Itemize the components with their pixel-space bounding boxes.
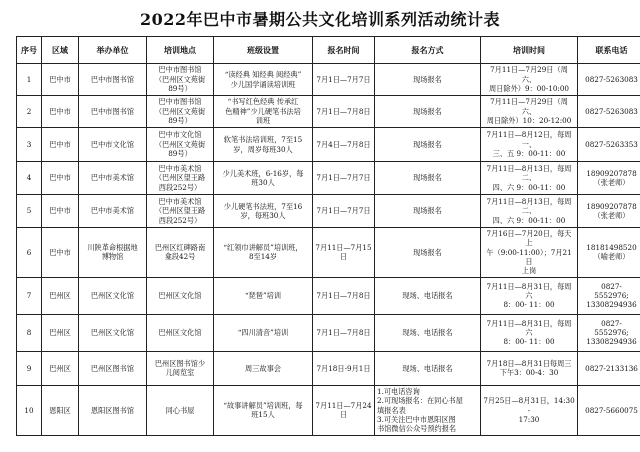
header-signup-time: 报名时间 — [313, 37, 375, 64]
cell-index: 10 — [17, 385, 42, 435]
cell-training-time: 7月11日—8月13日，每周二、 四、六 9：00-11：00 — [481, 162, 578, 195]
cell-class: 少儿硬笔书法班，7至16 岁，每班30人 — [214, 195, 313, 228]
cell-region: 巴中市 — [42, 162, 79, 195]
cell-index: 4 — [17, 162, 42, 195]
cell-training-time: 7月11日—8月13日，每周二、 四、六 9：00-11：00 — [481, 195, 578, 228]
cell-index: 3 — [17, 128, 42, 162]
header-organizer: 举办单位 — [79, 37, 147, 64]
cell-class: “书写红色经典 传承红 色精神”少儿硬笔书法培 训班 — [214, 96, 313, 128]
cell-phone: 18181498520 （喻老师） — [578, 228, 640, 278]
cell-training-time: 7月16日—7月20日，每天上 午（9:00-11:00）；7月21日 上岗 — [481, 228, 578, 278]
cell-region: 巴州区 — [42, 314, 79, 351]
header-region: 区域 — [42, 37, 79, 64]
cell-organizer: 巴中市美术馆 — [79, 162, 147, 195]
cell-class: “故事讲解员”培训班，每 班15人 — [214, 385, 313, 435]
cell-region: 巴中市 — [42, 228, 79, 278]
cell-signup-method: 现场报名 — [375, 162, 481, 195]
cell-signup-method: 1.可电话咨询 2.可现场报名：在同心书屋 填报名表 3.可关注巴中市恩阳区图 书馆微信公众号预约报名 — [375, 385, 481, 435]
cell-location: 巴中市文化馆 （巴州区文苑街 89号） — [147, 128, 214, 162]
cell-index: 2 — [17, 96, 42, 128]
cell-location: 巴州区图书馆少 儿阅览室 — [147, 351, 214, 385]
cell-signup-time: 7月11日—7月24日 — [313, 385, 375, 435]
cell-training-time: 7月11日—8月31日，每周六 8：00- 11：00 — [481, 314, 578, 351]
cell-phone: 18909207878 （张老师） — [578, 195, 640, 228]
cell-phone: 0827- 5552976; 13308294936 — [578, 277, 640, 314]
page-title: 2022年巴中市暑期公共文化培训系列活动统计表 — [139, 10, 501, 29]
cell-class: “读经典 知经典 阅经典” 少儿国学诵读培训班 — [214, 64, 313, 96]
cell-signup-method: 现场、电话报名 — [375, 351, 481, 385]
cell-organizer: 川陕革命根据地 博物馆 — [79, 228, 147, 278]
cell-signup-time: 7月1日—7月7日 — [313, 195, 375, 228]
cell-location: 巴州区文化馆 — [147, 277, 214, 314]
table-row — [17, 64, 640, 96]
table-row — [17, 277, 640, 314]
cell-region: 巴州区 — [42, 277, 79, 314]
cell-organizer: 巴中市图书馆 — [79, 96, 147, 128]
cell-organizer: 巴州区文化馆 — [79, 314, 147, 351]
cell-phone: 0827- 5552976; 13308294936 — [578, 314, 640, 351]
cell-signup-method: 现场、电话报名 — [375, 314, 481, 351]
cell-class: “四川清音”培训 — [214, 314, 313, 351]
cell-training-time: 7月25日—8月31日，14:30- 17:30 — [481, 385, 578, 435]
cell-training-time: 7月11日—7月29日（周六、 周日除外）9：00-10:00 — [481, 64, 578, 96]
cell-training-time: 7月18日—8月31日每周三 下午3：00-4：30 — [481, 351, 578, 385]
cell-signup-time: 7月1日—7月8日 — [313, 314, 375, 351]
cell-class: 周三故事会 — [214, 351, 313, 385]
cell-region: 巴中市 — [42, 64, 79, 96]
cell-organizer: 巴中市图书馆 — [79, 64, 147, 96]
cell-organizer: 恩阳区图书馆 — [79, 385, 147, 435]
table-row — [17, 228, 640, 278]
cell-phone: 0827-5263083 — [578, 96, 640, 128]
cell-region: 巴中市 — [42, 96, 79, 128]
cell-signup-method: 现场报名 — [375, 228, 481, 278]
cell-signup-method: 现场报名 — [375, 96, 481, 128]
header-location: 培训地点 — [147, 37, 214, 64]
cell-location: 同心书屋 — [147, 385, 214, 435]
cell-signup-time: 7月11日—7月15日 — [313, 228, 375, 278]
cell-phone: 18909207878 （张老师） — [578, 162, 640, 195]
cell-signup-time: 7月18日-9月1日 — [313, 351, 375, 385]
cell-organizer: 巴中市美术馆 — [79, 195, 147, 228]
cell-region: 恩阳区 — [42, 385, 79, 435]
cell-location: 巴州区红碑路南 龛段42号 — [147, 228, 214, 278]
header-signup-method: 报名方式 — [375, 37, 481, 64]
cell-location: 巴中市美术馆 （巴州区望王路 西段252号） — [147, 195, 214, 228]
cell-region: 巴中市 — [42, 128, 79, 162]
cell-location: 巴中市美术馆 （巴州区望王路 西段252号） — [147, 162, 214, 195]
cell-signup-time: 7月1日—7月7日 — [313, 162, 375, 195]
cell-signup-method: 现场报名 — [375, 128, 481, 162]
table-row — [17, 385, 640, 435]
table-row — [17, 162, 640, 195]
cell-class: “红领巾讲解员”培训班， 8至14岁 — [214, 228, 313, 278]
cell-index: 9 — [17, 351, 42, 385]
cell-signup-time: 7月4日—7月8日 — [313, 128, 375, 162]
table-row — [17, 96, 640, 128]
cell-class: 少儿美术班，6-16岁，每 班30人 — [214, 162, 313, 195]
header-index: 序号 — [17, 37, 42, 64]
cell-phone: 0827-2133136 — [578, 351, 640, 385]
cell-index: 7 — [17, 277, 42, 314]
cell-phone: 0827-5263083 — [578, 64, 640, 96]
cell-class: “琵琶”培训 — [214, 277, 313, 314]
cell-index: 6 — [17, 228, 42, 278]
header-training-time: 培训时间 — [481, 37, 578, 64]
cell-organizer: 巴州区文化馆 — [79, 277, 147, 314]
activity-table — [16, 36, 640, 436]
cell-location: 巴中市图书馆 （巴州区文苑街 89号） — [147, 64, 214, 96]
cell-location: 巴中市图书馆 （巴州区文苑街 89号） — [147, 96, 214, 128]
cell-training-time: 7月11日—7月29日（周六、 周日除外）10：20-12:00 — [481, 96, 578, 128]
cell-training-time: 7月11日—8月12日，每周一、 三、五 9：00-11：00 — [481, 128, 578, 162]
cell-index: 1 — [17, 64, 42, 96]
header-phone: 联系电话 — [578, 37, 640, 64]
header-class: 班级设置 — [214, 37, 313, 64]
cell-signup-time: 7月1日—7月8日 — [313, 96, 375, 128]
cell-phone: 0827-5263353 — [578, 128, 640, 162]
cell-index: 8 — [17, 314, 42, 351]
table-row — [17, 128, 640, 162]
table-row — [17, 314, 640, 351]
cell-index: 5 — [17, 195, 42, 228]
cell-region: 巴州区 — [42, 351, 79, 385]
table-row — [17, 195, 640, 228]
cell-signup-method: 现场报名 — [375, 195, 481, 228]
cell-organizer: 巴中市文化馆 — [79, 128, 147, 162]
cell-class: 软笔书法培训班，7至15 岁，周岁每班30人 — [214, 128, 313, 162]
cell-location: 巴州区文化馆 — [147, 314, 214, 351]
cell-signup-method: 现场、电话报名 — [375, 277, 481, 314]
cell-signup-time: 7月1日—7月7日 — [313, 64, 375, 96]
cell-signup-time: 7月1日—7月8日 — [313, 277, 375, 314]
cell-signup-method: 现场报名 — [375, 64, 481, 96]
cell-organizer: 巴州区图书馆 — [79, 351, 147, 385]
table-row — [17, 351, 640, 385]
cell-phone: 0827-5660075 — [578, 385, 640, 435]
table-header-row — [17, 37, 640, 64]
cell-training-time: 7月11日—8月31日，每周六 8：00- 11：00 — [481, 277, 578, 314]
cell-region: 巴中市 — [42, 195, 79, 228]
